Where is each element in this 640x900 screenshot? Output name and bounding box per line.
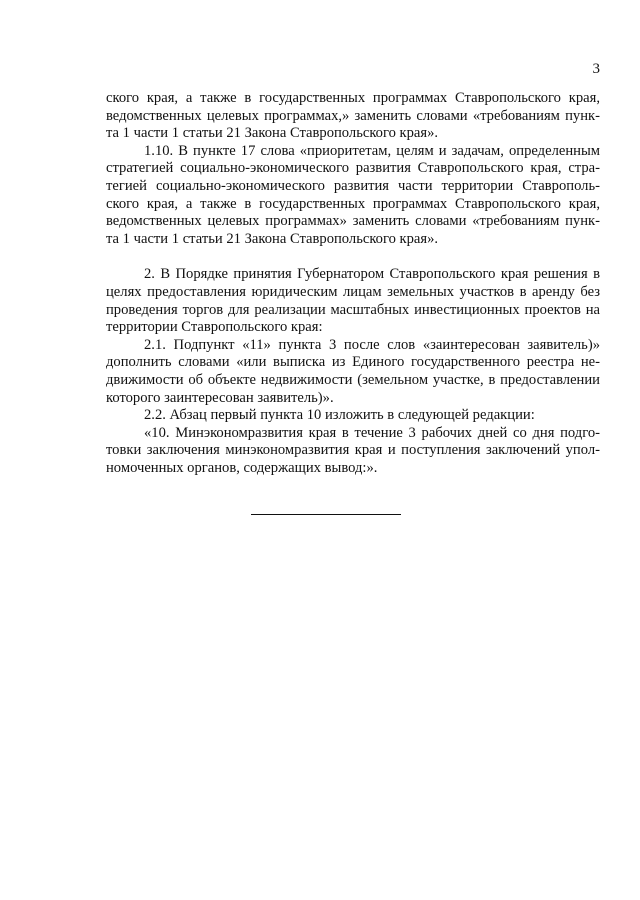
text-line: «10. Минэкономразвития края в течение 3 рабочих дней со дня подго- <box>144 424 600 441</box>
text-line: номоченных органов, содержащих вывод:». <box>106 459 378 476</box>
text-line: проведения торгов для реализации масштабных инвестиционных проектов на <box>106 301 600 318</box>
paragraph-2-2 <box>106 407 600 425</box>
text-line: 1.10. В пункте 17 слова «приоритетам, целям и задачам, определенным <box>144 142 600 159</box>
text-line: стратегией социально-экономического развития Ставропольского края, стра- <box>106 160 600 177</box>
text-line: которого заинтересован заявитель)». <box>106 389 334 406</box>
text-line: территории Ставропольского края: <box>106 319 323 336</box>
text-line: ского края, а также в государственных программах Ставропольского края, <box>106 195 600 212</box>
text-line: товки заключения минэкономразвития края и поступления заключений упол- <box>106 442 600 459</box>
paragraph-2-1 <box>106 337 600 407</box>
document-body <box>106 90 600 477</box>
page-number: 3 <box>592 61 600 77</box>
paragraph-quote-10 <box>106 425 600 478</box>
paragraph-continuation <box>106 90 600 143</box>
text-line: тегией социально-экономического развития части территории Ставрополь- <box>106 177 600 194</box>
paragraph-section-2 <box>106 266 600 336</box>
text-line: 2.2. Абзац первый пункта 10 изложить в следующей редакции: <box>144 407 535 424</box>
text-line: движимости об объекте недвижимости (земельном участке, в предоставлении <box>106 371 600 388</box>
text-line: 2.1. Подпункт «11» пункта 3 после слов «заинтересован заявитель)» <box>144 336 600 353</box>
text-line: ского края, а также в государственных программах Ставропольского края, <box>106 90 600 106</box>
text-line: 2. В Порядке принятия Губернатором Ставропольского края решения в <box>144 266 600 283</box>
text-line: та 1 части 1 статьи 21 Закона Ставропольского края». <box>106 230 439 247</box>
text-line: дополнить словами «или выписка из Единого государственного реестра не- <box>106 354 600 371</box>
text-line: ведомственных целевых программах,» заменить словами «требованиям пунк- <box>106 107 600 124</box>
paragraph-spacer <box>106 248 600 266</box>
text-line: ведомственных целевых программах» заменить словами «требованиям пунк- <box>106 213 600 230</box>
end-separator-line <box>251 514 401 515</box>
paragraph-1-10 <box>106 143 600 249</box>
text-line: та 1 части 1 статьи 21 Закона Ставропольского края». <box>106 125 439 142</box>
text-line: целях предоставления юридическим лицам земельных участков в аренду без <box>106 283 600 300</box>
